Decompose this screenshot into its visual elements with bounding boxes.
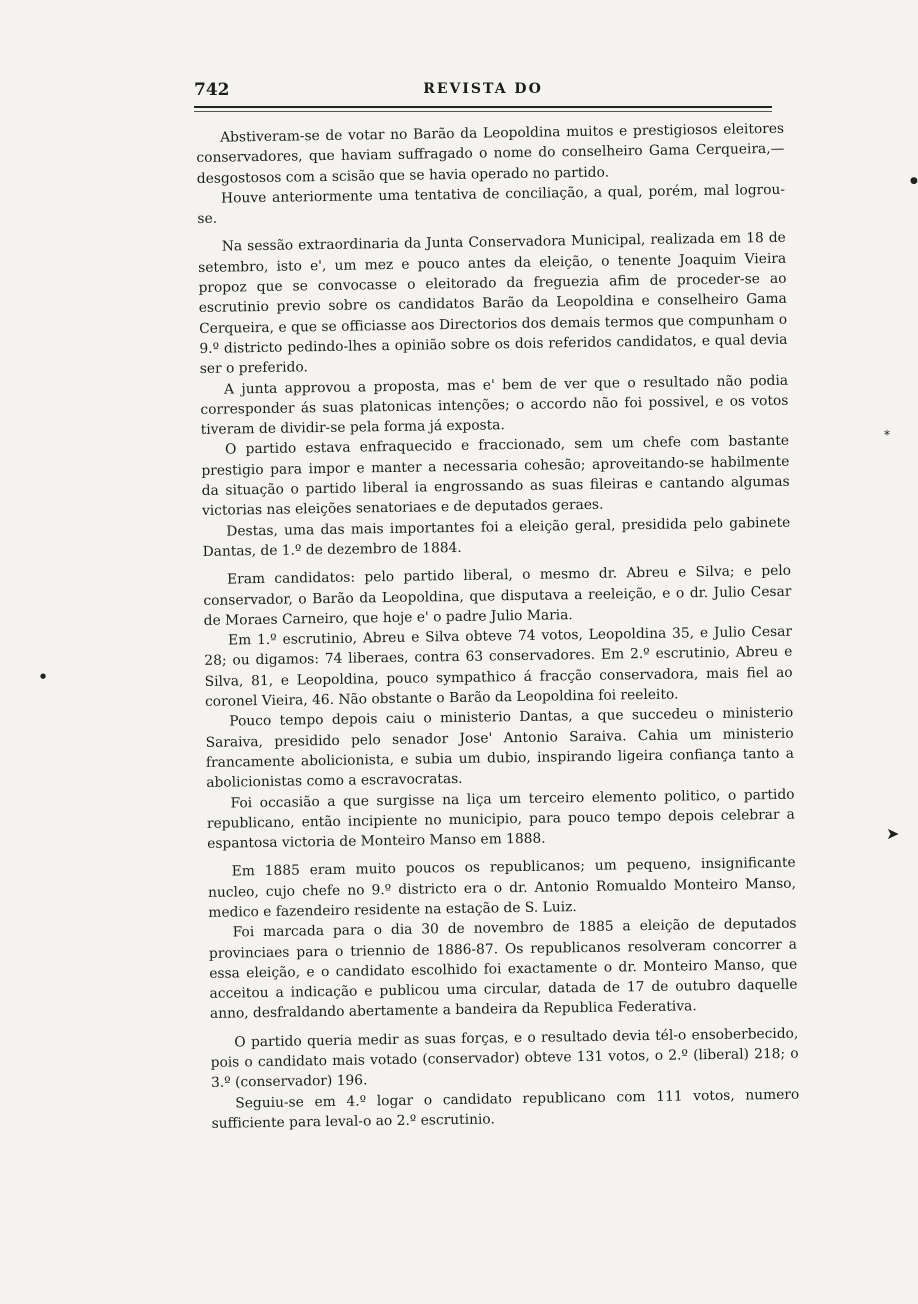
paragraph: Em 1885 eram muito poucos os republicanos; um pequeno, insignificante nucleo, cujo chefe no 9.º districto era o dr. Antonio Romualdo Monteiro Manso, medico e fazendeiro residente na estação de S. Luiz. — [207, 855, 797, 921]
paragraph: O partido queria medir as suas forças, e o resultado devia tél-o ensoberbecido, pois o candidato mais votado (conservador) obteve 131 votos, o 2.º (liberal) 218; o 3.º (conservador) 196. — [210, 1025, 799, 1092]
paragraph: Seguiu-se em 4.º logar o candidato republicano com 111 votos, numero sufficiente para leval-o ao 2.º escrutinio. — [211, 1086, 800, 1132]
paragraph: Eram candidatos: pelo partido liberal, o mesmo dr. Abreu e Silva; e pelo conservador, o Barão da Leopoldina, que disputava a reeleição, e o dr. Julio Cesar de Moraes Carneiro, que hoje e' o padre Julio Maria. — [203, 562, 792, 629]
page-number: 742 — [194, 80, 230, 100]
running-title: REVISTA DO — [423, 81, 543, 97]
paragraph: Abstiveram-se de votar no Barão da Leopoldina muitos e prestigiosos eleitores conservadores, que haviam suffragado o nome do conselheiro Gama Cerqueira,—desgostosos com a scisão que se havia operado no partido. — [196, 120, 785, 187]
margin-dot-mark: ● — [40, 672, 47, 680]
page-header — [194, 80, 772, 104]
paragraph: Pouco tempo depois caiu o ministerio Dantas, a que succedeu o ministerio Saraiva, presidido pelo senador Jose' Antonio Saraiva. Cahia um ministerio francamente abolicionista, e subia um dubio, inspirando ligeira confiança tanto a abolicionistas como a escravocratas. — [205, 705, 795, 792]
paragraph: Houve anteriormente uma tentativa de conciliação, a qual, porém, mal logrou-se. — [197, 181, 786, 228]
header-rule — [194, 106, 772, 108]
paragraph: A junta approvou a proposta, mas e' bem de ver que o resultado não podia corresponder ás suas platonicas intenções; o accordo não foi possivel, e os votos tiveram de dividir-se pela forma já exposta. — [200, 372, 789, 439]
paragraph: Na sessão extraordinaria da Junta Conservadora Municipal, realizada em 18 de setembro, isto e', um mez e pouco antes da eleição, o tenente Joaquim Vieira propoz que se convocasse o eleitorado da freguezia afim de proceder-se ao escrutinio previo sobre os candidatos Barão da Leopoldina e conselheiro Gama Cerqueira, e que se officiasse aos Directorios dos demais termos que compunham o 9.º districto pedindo-lhes a opinião sobre os dois referidos candidatos, e qual devia ser o preferido. — [198, 230, 788, 378]
body-text — [196, 119, 800, 1134]
paragraph: Foi occasião a que surgisse na liça um terceiro elemento politico, o partido republicano, então incipiente no municipio, para pouco tempo depois celebrar a espantosa victoria de Monteiro Manso em 1888. — [206, 786, 795, 853]
paragraph: Destas, uma das mais importantes foi a eleição geral, presidida pelo gabinete Dantas, de 1.º de dezembro de 1884. — [202, 514, 791, 560]
paragraph: Em 1.º escrutinio, Abreu e Silva obteve 74 votos, Leopoldina 35, e Julio Cesar 28; ou digamos: 74 liberaes, contra 63 conservadores. Em 2.º escrutinio, Abreu e Silva, 81, e Leopoldina, pouco sympathico á fracção conservadora, mais fiel ao coronel Vieira, 46. Não obstante o Barão da Leopoldina foi reeleito. — [204, 623, 793, 710]
margin-arrow-mark: ➤ — [886, 824, 900, 843]
margin-speck-mark: ⁎ — [884, 424, 890, 438]
margin-dot-mark: ● — [910, 176, 918, 186]
paragraph: O partido estava enfraquecido e fraccionado, sem um chefe com bastante prestigio para impor e manter a necessaria cohesão; aproveitando-se habilmente da situação o partido liberal ia engrossando as suas fileiras e cantando algumas victorias nas eleições senatoriaes e de deputados geraes. — [201, 433, 790, 520]
header-rule-thin — [194, 111, 772, 112]
paragraph: Foi marcada para o dia 30 de novembro de 1885 a eleição de deputados provinciaes para o triennio de 1886-87. Os republicanos resolveram concorrer a essa eleição, e o candidato escolhido foi exactamente o dr. Monteiro Manso, que acceitou a indicação e publicou uma circular, datada de 17 de outubro daquelle anno, desfraldando abertamente a bandeira da Republica Federativa. — [208, 915, 798, 1023]
